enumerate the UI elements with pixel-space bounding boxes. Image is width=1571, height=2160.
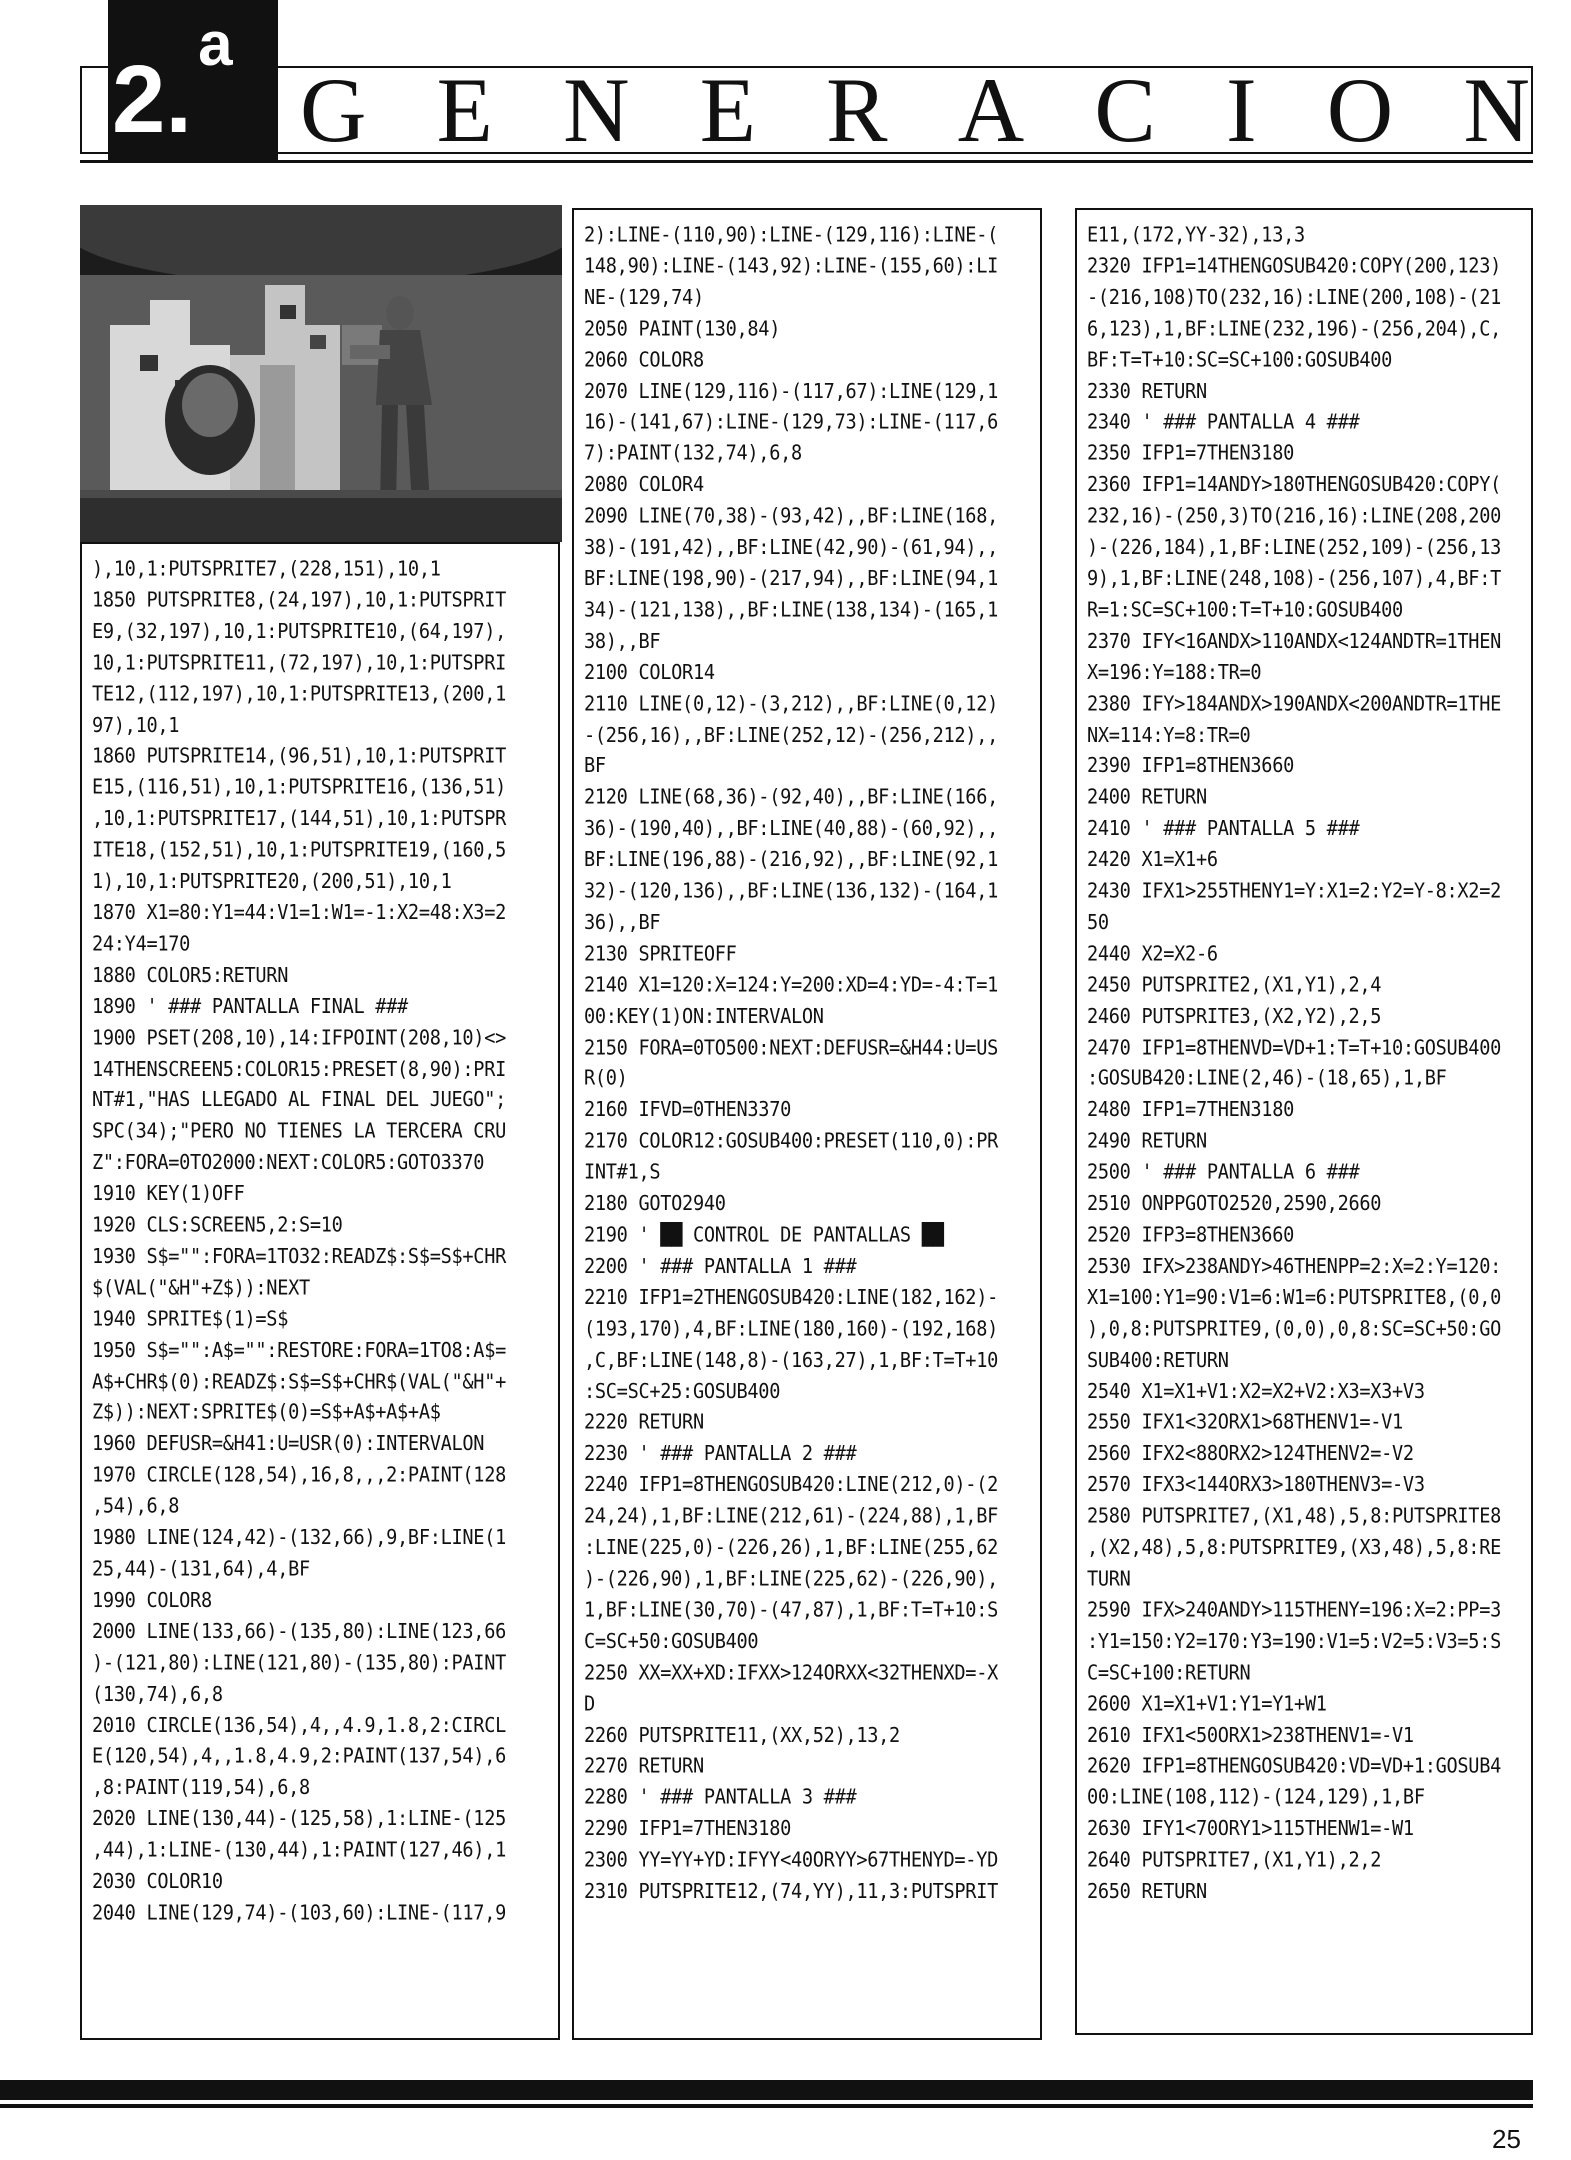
code-line: (130,74),6,8: [92, 1682, 223, 1707]
code-line: 2090 LINE(70,38)-(93,42),,BF:LINE(168,: [584, 504, 998, 529]
code-line: 2160 IFVD=0THEN3370: [584, 1098, 791, 1123]
code-listing-2: [584, 220, 1032, 1908]
page-number: 25: [1492, 2124, 1521, 2154]
code-line: ,C,BF:LINE(148,8)-(163,27),1,BF:T=T+10: [584, 1348, 998, 1373]
code-line: X1=100:Y1=90:V1=6:W1=6:PUTSPRITE8,(0,0: [1087, 1286, 1501, 1310]
code-line: 1980 LINE(124,42)-(132,66),9,BF:LINE(1: [92, 1526, 506, 1550]
code-line: 2440 X2=X2-6: [1087, 942, 1218, 966]
code-column-1: [80, 542, 560, 2040]
code-line: R(0): [584, 1067, 628, 1091]
code-line: ,54),6,8: [92, 1495, 180, 1519]
section-title: [300, 58, 1530, 162]
code-line: 2000 LINE(133,66)-(135,80):LINE(123,66: [92, 1620, 506, 1644]
code-line: 1930 S$="":FORA=1TO32:READZ$:S$=S$+CHR: [92, 1244, 506, 1269]
code-line: BF:LINE(196,88)-(216,92),,BF:LINE(92,1: [584, 848, 998, 872]
code-line: 1960 DEFUSR=&H41:U=USR(0):INTERVALON: [92, 1432, 485, 1457]
code-line: C=SC+100:RETURN: [1087, 1661, 1251, 1685]
code-line: ,8:PAINT(119,54),6,8: [92, 1776, 310, 1800]
code-line: 2120 LINE(68,36)-(92,40),,BF:LINE(166,: [584, 785, 998, 810]
code-line: 2050 PAINT(130,84): [584, 317, 781, 341]
code-line: 16)-(141,67):LINE-(129,73):LINE-(117,6: [584, 410, 998, 435]
code-line: 2530 IFX>238ANDY>46THENPP=2:X=2:Y=120:: [1087, 1254, 1501, 1279]
code-line: 2130 SPRITEOFF: [584, 942, 737, 966]
game-screenshot-image: [80, 205, 562, 542]
code-line: E9,(32,197),10,1:PUTSPRITE10,(64,197),: [92, 619, 506, 644]
code-line: C=SC+50:GOSUB400: [584, 1629, 759, 1654]
title-letter: C: [1094, 59, 1156, 161]
code-line: E(120,54),4,,1.8,4.9,2:PAINT(137,54),6: [92, 1745, 506, 1769]
code-line: TURN: [1087, 1567, 1131, 1591]
code-line: 2140 X1=120:X=124:Y=200:XD=4:YD=-4:T=1: [584, 973, 998, 997]
title-letter: G: [300, 59, 367, 161]
code-line: 2490 RETURN: [1087, 1129, 1207, 1154]
code-listing-1: [92, 554, 550, 1929]
code-line: 2470 IFP1=8THENVD=VD+1:T=T+10:GOSUB400: [1087, 1035, 1501, 1060]
code-line: TE12,(112,197),10,1:PUTSPRITE13,(200,1: [92, 682, 506, 706]
code-line: )-(121,80):LINE(121,80)-(135,80):PAINT: [92, 1651, 506, 1675]
code-line: 2400 RETURN: [1087, 785, 1207, 810]
code-line: 1),10,1:PUTSPRITE20,(200,51),10,1: [92, 869, 452, 894]
code-line: 2480 IFP1=7THEN3180: [1087, 1098, 1294, 1123]
code-line: 00:LINE(108,112)-(124,129),1,BF: [1087, 1786, 1425, 1810]
code-line: 2600 X1=X1+V1:Y1=Y1+W1: [1087, 1692, 1327, 1716]
code-line: R=1:SC=SC+100:T=T+10:GOSUB400: [1087, 598, 1403, 622]
code-line: 2150 FORA=0TO500:NEXT:DEFUSR=&H44:U=US: [584, 1035, 998, 1060]
code-line: 2360 IFP1=14ANDY>180THENGOSUB420:COPY(: [1087, 473, 1501, 497]
code-line: 2450 PUTSPRITE2,(X1,Y1),2,4: [1087, 973, 1382, 997]
title-letter: E: [699, 59, 756, 161]
code-line: 2310 PUTSPRITE12,(74,YY),11,3:PUTSPRIT: [584, 1879, 998, 1904]
code-line: 2520 IFP3=8THEN3660: [1087, 1223, 1294, 1248]
code-line: -(256,16),,BF:LINE(252,12)-(256,212),,: [584, 723, 998, 747]
code-line: 2260 PUTSPRITE11,(XX,52),13,2: [584, 1723, 900, 1748]
code-line: 1970 CIRCLE(128,54),16,8,,,2:PAINT(128: [92, 1463, 506, 1488]
code-line: $(VAL("&H"+Z$)):NEXT: [92, 1276, 310, 1300]
code-line: 1940 SPRITE$(1)=S$: [92, 1307, 289, 1331]
code-line: 6,123),1,BF:LINE(232,196)-(256,204),C,: [1087, 317, 1501, 341]
code-column-3: [1075, 208, 1533, 2035]
code-line: 25,44)-(131,64),4,BF: [92, 1557, 310, 1582]
code-line: 2500 ' ### PANTALLA 6 ###: [1087, 1161, 1360, 1185]
code-line: 2370 IFY<16ANDX>110ANDX<124ANDTR=1THEN: [1087, 629, 1501, 654]
code-line: 50: [1087, 910, 1109, 935]
code-line: 2340 ' ### PANTALLA 4 ###: [1087, 410, 1360, 435]
code-line: 2390 IFP1=8THEN3660: [1087, 754, 1294, 779]
code-line: 34)-(121,138),,BF:LINE(138,134)-(165,1: [584, 598, 998, 622]
code-line: INT#1,S: [584, 1161, 661, 1185]
code-line: 2410 ' ### PANTALLA 5 ###: [1087, 817, 1360, 841]
code-line: Z":FORA=0TO2000:NEXT:COLOR5:GOTO3370: [92, 1151, 485, 1175]
code-line: 24:Y4=170: [92, 932, 191, 956]
code-line: 2550 IFX1<32ORX1>68THENV1=-V1: [1087, 1411, 1403, 1435]
code-line: X=196:Y=188:TR=0: [1087, 660, 1262, 685]
code-line: 2030 COLOR10: [92, 1870, 223, 1894]
code-line: 2080 COLOR4: [584, 473, 704, 497]
code-line: 32)-(120,136),,BF:LINE(136,132)-(164,1: [584, 879, 998, 904]
code-line: 2420 X1=X1+6: [1087, 848, 1218, 872]
title-letter: O: [1326, 59, 1394, 161]
code-line: ,44),1:LINE-(130,44),1:PAINT(127,46),1: [92, 1838, 506, 1863]
code-line: 2040 LINE(129,74)-(103,60):LINE-(117,9: [92, 1901, 506, 1925]
code-line: 2430 IFX1>255THENY1=Y:X1=2:Y2=Y-8:X2=2: [1087, 879, 1501, 904]
code-line: :LINE(225,0)-(226,26),1,BF:LINE(255,62: [584, 1536, 998, 1560]
code-line: 2):LINE-(110,90):LINE-(129,116):LINE-(: [584, 223, 998, 247]
code-line: 1890 ' ### PANTALLA FINAL ###: [92, 994, 408, 1019]
code-line: 10,1:PUTSPRITE11,(72,197),10,1:PUTSPRI: [92, 651, 506, 675]
code-line: ITE18,(152,51),10,1:PUTSPRITE19,(160,5: [92, 838, 506, 863]
code-line: 2540 X1=X1+V1:X2=X2+V2:X3=X3+V3: [1087, 1379, 1425, 1404]
code-listing-3: [1087, 220, 1523, 1908]
code-line: 2220 RETURN: [584, 1411, 704, 1435]
code-column-2: [572, 208, 1042, 2040]
code-line: E15,(116,51),10,1:PUTSPRITE16,(136,51): [92, 776, 506, 800]
title-letter: N: [1463, 59, 1530, 161]
code-line: 1870 X1=80:Y1=44:V1=1:W1=-1:X2=48:X3=2: [92, 901, 506, 925]
code-line: 2170 COLOR12:GOSUB400:PRESET(110,0):PR: [584, 1129, 998, 1154]
code-line: 2270 RETURN: [584, 1754, 704, 1779]
code-line: 1880 COLOR5:RETURN: [92, 963, 289, 988]
code-line: 2110 LINE(0,12)-(3,212),,BF:LINE(0,12): [584, 692, 998, 716]
code-line: 1990 COLOR8: [92, 1588, 212, 1613]
code-line: A$+CHR$(0):READZ$:S$=S$+CHR$(VAL("&H"+: [92, 1369, 506, 1394]
title-letter: N: [563, 59, 630, 161]
code-line: D: [584, 1692, 595, 1716]
footer-bar: [0, 2080, 1533, 2100]
code-line: 2240 IFP1=8THENGOSUB420:LINE(212,0)-(2: [584, 1473, 998, 1498]
code-line: 2020 LINE(130,44)-(125,58),1:LINE-(125: [92, 1807, 506, 1832]
code-line: 2230 ' ### PANTALLA 2 ###: [584, 1442, 857, 1466]
code-line: SUB400:RETURN: [1087, 1348, 1229, 1373]
code-line: 2320 IFP1=14THENGOSUB420:COPY(200,123): [1087, 254, 1501, 279]
code-line: 1920 CLS:SCREEN5,2:S=10: [92, 1213, 343, 1238]
code-line: 2350 IFP1=7THEN3180: [1087, 442, 1294, 466]
code-line: ,(X2,48),5,8:PUTSPRITE9,(X3,48),5,8:RE: [1087, 1536, 1501, 1560]
code-line: 2610 IFX1<50ORX1>238THENV1=-V1: [1087, 1723, 1414, 1748]
code-line: 2640 PUTSPRITE7,(X1,Y1),2,2: [1087, 1848, 1382, 1873]
code-line: 2060 COLOR8: [584, 348, 704, 372]
code-line: 2070 LINE(129,116)-(117,67):LINE(129,1: [584, 379, 998, 404]
code-line: 00:KEY(1)ON:INTERVALON: [584, 1004, 824, 1029]
code-line: 38)-(191,42),,BF:LINE(42,90)-(61,94),,: [584, 535, 998, 560]
code-line: 2560 IFX2<88ORX2>124THENV2=-V2: [1087, 1442, 1414, 1466]
code-line: 24,24),1,BF:LINE(212,61)-(224,88),1,BF: [584, 1504, 998, 1529]
code-line: 2510 ONPPGOTO2520,2590,2660: [1087, 1192, 1382, 1216]
code-line: 9),1,BF:LINE(248,108)-(256,107),4,BF:T: [1087, 567, 1501, 591]
section-number-digit: 2.: [112, 46, 193, 153]
code-line: 2290 IFP1=7THEN3180: [584, 1817, 791, 1841]
code-line: E11,(172,YY-32),13,3: [1087, 223, 1305, 247]
title-letter: A: [957, 59, 1025, 161]
code-line: :GOSUB420:LINE(2,46)-(18,65),1,BF: [1087, 1067, 1447, 1091]
code-line: BF: [584, 754, 606, 779]
code-line: :SC=SC+25:GOSUB400: [584, 1379, 781, 1404]
code-line: 1,BF:LINE(30,70)-(47,87),1,BF:T=T+10:S: [584, 1598, 998, 1623]
code-line: NT#1,"HAS LLEGADO AL FINAL DEL JUEGO";: [92, 1088, 506, 1113]
code-line: 2630 IFY1<70ORY1>115THENW1=-W1: [1087, 1817, 1414, 1841]
code-line: BF:T=T+10:SC=SC+100:GOSUB400: [1087, 348, 1393, 372]
code-line: 97),10,1: [92, 713, 180, 738]
code-line: ,10,1:PUTSPRITE17,(144,51),10,1:PUTSPR: [92, 807, 506, 831]
code-line: 36),,BF: [584, 910, 661, 935]
code-line: 1860 PUTSPRITE14,(96,51),10,1:PUTSPRIT: [92, 744, 506, 769]
code-line: BF:LINE(198,90)-(217,94),,BF:LINE(94,1: [584, 567, 998, 591]
section-number-ordinal: a: [198, 10, 233, 79]
code-line: 2580 PUTSPRITE7,(X1,48),5,8:PUTSPRITE8: [1087, 1504, 1501, 1529]
code-line: 2460 PUTSPRITE3,(X2,Y2),2,5: [1087, 1004, 1382, 1029]
code-line: 1900 PSET(208,10),14:IFPOINT(208,10)<>: [92, 1026, 506, 1050]
footer-rule: [0, 2104, 1533, 2108]
code-line: ),10,1:PUTSPRITE7,(228,151),10,1: [92, 557, 441, 581]
screenshot-illustration: [80, 205, 562, 542]
code-line: 2620 IFP1=8THENGOSUB420:VD=VD+1:GOSUB4: [1087, 1754, 1501, 1779]
code-line: 2280 ' ### PANTALLA 3 ###: [584, 1786, 857, 1810]
section-number: [112, 4, 282, 154]
code-line: 7):PAINT(132,74),6,8: [584, 442, 802, 466]
code-line: 2190 ' ██ CONTROL DE PANTALLAS ██: [584, 1223, 944, 1248]
code-line: ),0,8:PUTSPRITE9,(0,0),0,8:SC=SC+50:GO: [1087, 1317, 1501, 1341]
code-line: (193,170),4,BF:LINE(180,160)-(192,168): [584, 1317, 998, 1341]
code-line: 2200 ' ### PANTALLA 1 ###: [584, 1254, 857, 1279]
code-line: 148,90):LINE-(143,92):LINE-(155,60):LI: [584, 254, 998, 279]
code-line: 232,16)-(250,3)TO(216,16):LINE(208,200: [1087, 504, 1501, 529]
code-line: 2100 COLOR14: [584, 660, 715, 685]
title-letter: I: [1225, 59, 1257, 161]
code-line: 2010 CIRCLE(136,54),4,,4.9,1.8,2:CIRCL: [92, 1713, 506, 1738]
code-line: 2180 GOTO2940: [584, 1192, 726, 1216]
code-line: -(216,108)TO(232,16):LINE(200,108)-(21: [1087, 285, 1501, 310]
code-line: 1850 PUTSPRITE8,(24,197),10,1:PUTSPRIT: [92, 588, 506, 613]
title-letter: R: [826, 59, 888, 161]
code-line: 2210 IFP1=2THENGOSUB420:LINE(182,162)-: [584, 1286, 998, 1310]
code-line: )-(226,90),1,BF:LINE(225,62)-(226,90),: [584, 1567, 998, 1591]
code-line: 1910 KEY(1)OFF: [92, 1182, 245, 1206]
code-line: NX=114:Y=8:TR=0: [1087, 723, 1251, 747]
code-line: 1950 S$="":A$="":RESTORE:FORA=1TO8:A$=: [92, 1338, 506, 1363]
code-line: 2250 XX=XX+XD:IFXX>124ORXX<32THENXD=-X: [584, 1661, 998, 1685]
code-line: 38),,BF: [584, 629, 661, 654]
code-line: 2570 IFX3<144ORX3>180THENV3=-V3: [1087, 1473, 1425, 1498]
code-line: 2650 RETURN: [1087, 1879, 1207, 1904]
title-letter: E: [436, 59, 493, 161]
code-line: 2300 YY=YY+YD:IFYY<40ORYY>67THENYD=-YD: [584, 1848, 998, 1873]
code-line: SPC(34);"PERO NO TIENES LA TERCERA CRU: [92, 1119, 506, 1144]
code-line: 2590 IFX>240ANDY>115THENY=196:X=2:PP=3: [1087, 1598, 1501, 1623]
code-line: 14THENSCREEN5:COLOR15:PRESET(8,90):PRI: [92, 1057, 506, 1081]
code-line: )-(226,184),1,BF:LINE(252,109)-(256,13: [1087, 535, 1501, 560]
code-line: :Y1=150:Y2=170:Y3=190:V1=5:V2=5:V3=5:S: [1087, 1629, 1501, 1654]
code-line: 36)-(190,40),,BF:LINE(40,88)-(60,92),,: [584, 817, 998, 841]
code-line: 2380 IFY>184ANDX>190ANDX<200ANDTR=1THE: [1087, 692, 1501, 716]
code-line: NE-(129,74): [584, 285, 704, 310]
code-line: 2330 RETURN: [1087, 379, 1207, 404]
code-line: Z$)):NEXT:SPRITE$(0)=S$+A$+A$+A$: [92, 1401, 441, 1425]
